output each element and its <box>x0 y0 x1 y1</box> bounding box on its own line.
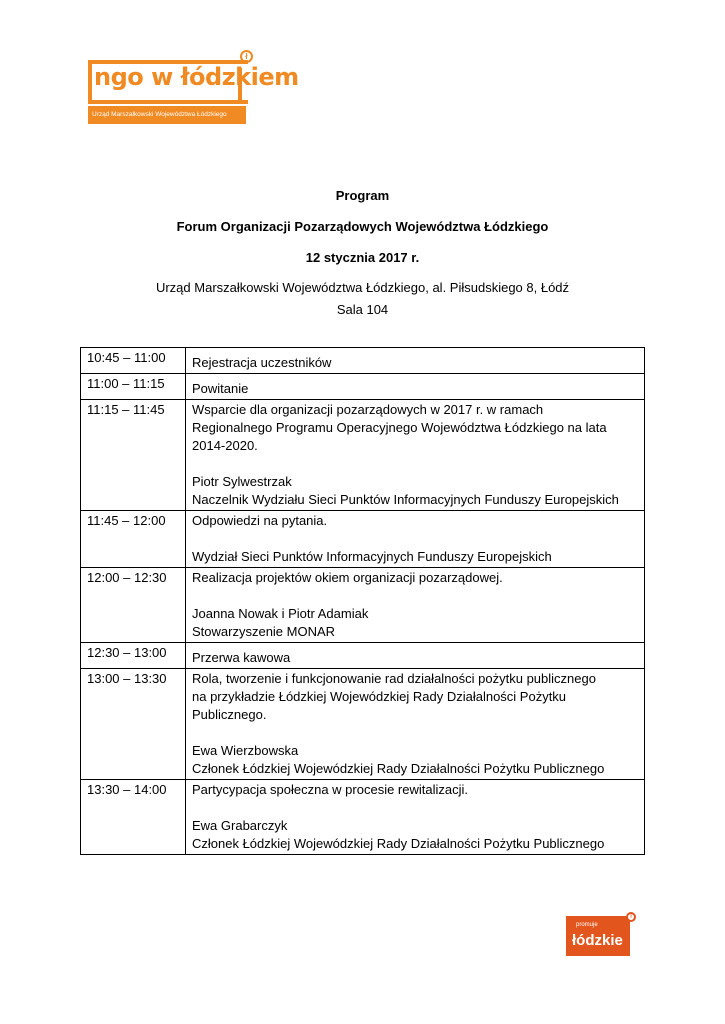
time-slot: 13:30 – 14:00 <box>81 780 186 855</box>
session-description <box>186 568 645 643</box>
schedule-row <box>81 568 645 643</box>
time-slot: 11:00 – 11:15 <box>81 374 186 400</box>
schedule-row <box>81 511 645 568</box>
schedule-table <box>80 347 645 855</box>
session-description <box>186 780 645 855</box>
program-heading: Program <box>335 188 390 203</box>
description-line: Ewa Grabarczyk <box>192 818 288 833</box>
description-line: Ewa Wierzbowska <box>192 743 299 758</box>
schedule-row <box>81 669 645 780</box>
time-slot: 12:00 – 12:30 <box>81 568 186 643</box>
forum-title: Forum Organizacji Pozarządowych Województwa Łódzkiego <box>176 219 549 234</box>
logo-subtitle: Urząd Marszałkowski Województwa Łódzkiego <box>88 106 246 124</box>
schedule-row <box>81 400 645 511</box>
time-slot: 10:45 – 11:00 <box>81 348 186 374</box>
schedule-row <box>81 643 645 669</box>
description-line: Rola, tworzenie i funkcjonowanie rad działalności pożytku publicznego <box>192 671 596 686</box>
description-line: Rejestracja uczestników <box>192 355 332 370</box>
description-line: Powitanie <box>192 381 249 396</box>
description-line: Piotr Sylwestrzak <box>192 474 292 489</box>
schedule-row <box>81 780 645 855</box>
schedule-row <box>81 374 645 400</box>
description-line: Wsparcie dla organizacji pozarządowych w 2017 r. w ramach <box>192 402 544 417</box>
description-line: Partycypacja społeczna w procesie rewitalizacji. <box>192 782 469 797</box>
description-line: Naczelnik Wydziału Sieci Punktów Informacyjnych Funduszy Europejskich <box>192 492 619 507</box>
description-line: Publicznego. <box>192 707 267 722</box>
event-date: 12 stycznia 2017 r. <box>305 250 420 265</box>
time-slot: 11:15 – 11:45 <box>81 400 186 511</box>
description-line: 2014-2020. <box>192 438 258 453</box>
time-slot: 12:30 – 13:00 <box>81 643 186 669</box>
session-description <box>186 669 645 780</box>
description-line: Członek Łódzkiej Wojewódzkiej Rady Działalności Pożytku Publicznego <box>192 761 605 776</box>
session-description <box>186 400 645 511</box>
ngo-lodzkie-logo <box>84 50 299 126</box>
session-description <box>186 511 645 568</box>
session-description <box>186 374 645 400</box>
description-line: Członek Łódzkiej Wojewódzkiej Rady Działalności Pożytku Publicznego <box>192 836 605 851</box>
logo-l-circle-icon: ł <box>626 912 636 922</box>
description-line: Realizacja projektów okiem organizacji pozarządowej. <box>192 570 503 585</box>
time-slot: 13:00 – 13:30 <box>81 669 186 780</box>
room: Sala 104 <box>336 302 389 317</box>
description-line: na przykładzie Łódzkiej Wojewódzkiej Rady Działalności Pożytku <box>192 689 567 704</box>
description-line: Wydział Sieci Punktów Informacyjnych Funduszy Europejskich <box>192 549 552 564</box>
session-description <box>186 348 645 374</box>
logo-big-text: łódzkie <box>572 932 623 949</box>
description-line: Przerwa kawowa <box>192 650 291 665</box>
promuje-lodzkie-logo <box>566 912 634 956</box>
description-line: Joanna Nowak i Piotr Adamiak <box>192 606 369 621</box>
description-line: Odpowiedzi na pytania. <box>192 513 328 528</box>
logo-small-text: promuje <box>576 922 598 928</box>
time-slot: 11:45 – 12:00 <box>81 511 186 568</box>
session-description <box>186 643 645 669</box>
description-line: Regionalnego Programu Operacyjnego Województwa Łódzkiego na lata <box>192 420 607 435</box>
logo-text: ngo w łódzkiem <box>94 63 299 91</box>
schedule-row <box>81 348 645 374</box>
description-line: Stowarzyszenie MONAR <box>192 624 336 639</box>
logo-l-circle-icon: ł <box>240 50 253 63</box>
venue-address: Urząd Marszałkowski Województwa Łódzkiego, al. Piłsudskiego 8, Łódź <box>155 280 570 295</box>
